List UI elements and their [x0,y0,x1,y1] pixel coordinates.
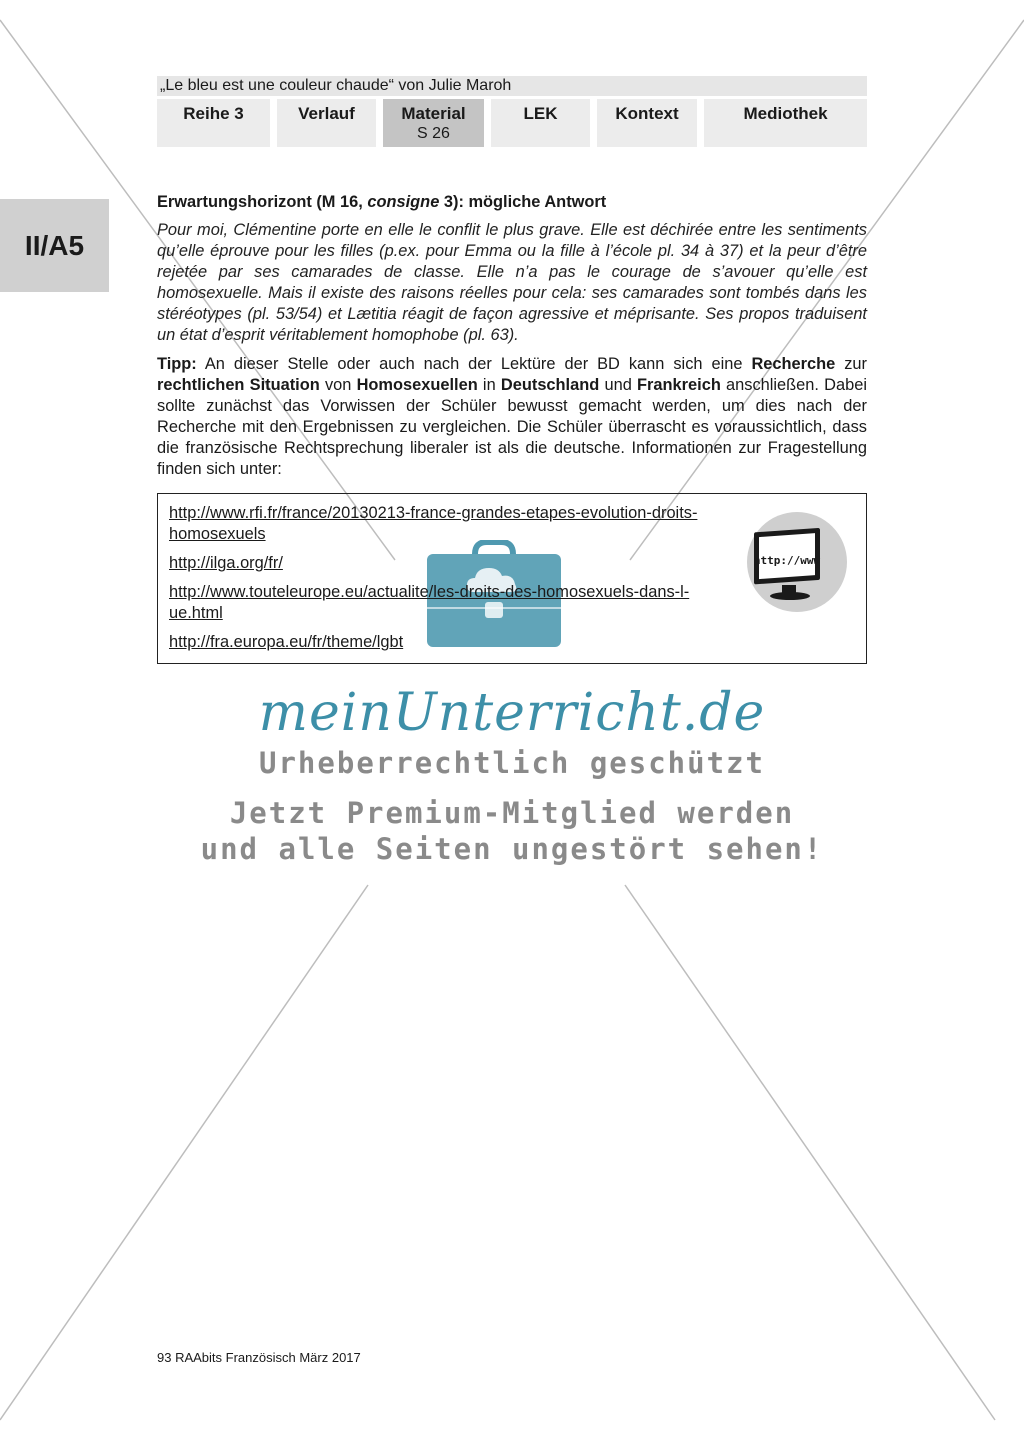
tab-kontext[interactable] [597,99,697,147]
link-touteleurope[interactable]: http://www.touteleurope.eu/actualite/les-droits-des-homosexuels-dans-l-ue.html [169,583,690,622]
internet-monitor-icon [746,511,848,613]
premium-notice-line1: Jetzt Premium-Mitglied werden [229,796,795,830]
link-fra-europa[interactable]: http://fra.europa.eu/fr/theme/lgbt [169,633,404,651]
link-rfi[interactable]: http://www.rfi.fr/france/20130213-france-grandes-etapes-evolution-droits-homosexuels [169,504,698,543]
premium-notice-line2: und alle Seiten ungestört sehen! [200,832,824,866]
main-content [157,192,867,480]
tab-material[interactable] [383,99,484,147]
link-list [169,503,729,661]
tip-paragraph: Tipp: An dieser Stelle oder auch nach der Lektüre der BD kann sich eine Recherche zur rechtlichen Situation von Homosexuellen in Deutschland und Frankreich anschließen. Dabei sollte zunächst das Vorwissen der Schüler bewusst gemacht werden, um dies nach der Recherche mit den Ergebnissen zu vergleichen. Die Schüler überrascht es voraussichtlich, dass die französische Rechtsprechung liberaler ist als die deutsche. Informationen zur Fragestellung finden sich unter: [157,355,867,478]
tab-label: Kontext [615,104,679,123]
tab-label: Reihe 3 [183,104,244,123]
page-footer: 93 RAAbits Französisch März 2017 [157,1350,361,1365]
section-tag: II/A5 [0,199,109,292]
premium-notice [0,795,1024,867]
link-box [157,493,867,664]
tab-reihe[interactable] [157,99,270,147]
tab-mediothek[interactable] [704,99,867,147]
sample-answer: Pour moi, Clémentine porte en elle le conflit le plus grave. Elle est déchirée entre les sentiments qu’elle éprouve pour les filles (p.ex. pour Emma ou la fille à l’école pl. 34 à 37) et la peur d’être rejetée par ses camarades de classe. Elle n’a pas le courage de s’avouer qu’elle est homosexuelle. Mais il existe des raisons réelles pour cela: ses camarades sont tombés dans les stéréotypes (pl. 53/54) et Lætitia réagit de façon agressive et méprisante. Ses propos traduisent un état d’esprit véritablement homophobe (pl. 63). [157,221,867,344]
tab-page-number: S 26 [417,125,450,142]
tab-bar [157,99,867,147]
series-title: „Le bleu est une couleur chaude“ von Julie Maroh [157,76,867,96]
tab-label: Mediothek [743,104,828,123]
tab-label: Verlauf [298,104,355,123]
tab-label: Material [401,104,466,123]
tab-verlauf[interactable] [277,99,376,147]
icon-label: http://www [753,554,821,567]
tab-lek[interactable] [491,99,590,147]
brand-watermark: meinUnterricht.de [258,683,766,743]
section-heading: Erwartungshorizont (M 16, consigne 3): mögliche Antwort [157,193,607,211]
copyright-notice: Urheberrechtlich geschützt [259,746,765,780]
link-ilga[interactable]: http://ilga.org/fr/ [169,554,283,572]
tab-label: LEK [523,104,558,123]
